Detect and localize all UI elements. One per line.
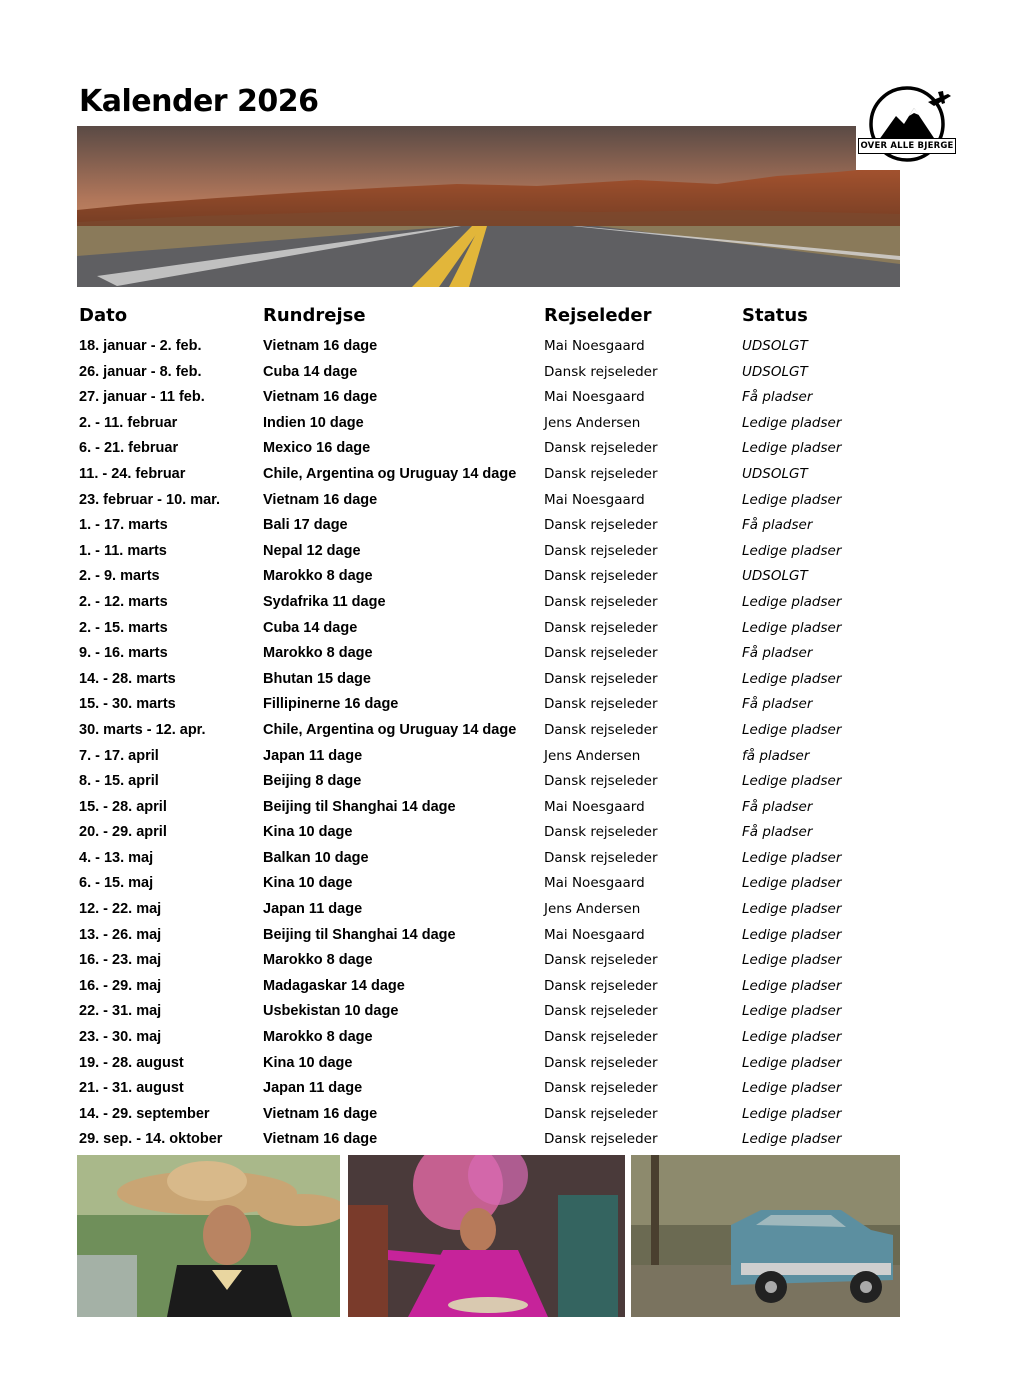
trip-status: få pladser <box>742 747 810 764</box>
trip-date: 8. - 15. april <box>79 773 159 790</box>
table-row <box>0 564 1024 590</box>
trip-status: Få pladser <box>742 389 813 406</box>
trip-date: 9. - 16. marts <box>79 645 168 662</box>
trip-leader: Jens Andersen <box>544 901 641 918</box>
column-header-leader: Rejseleder <box>544 305 652 326</box>
trip-date: 26. januar - 8. feb. <box>79 363 202 380</box>
photo-cuba-car <box>631 1155 900 1317</box>
trip-name: Bali 17 dage <box>263 517 348 534</box>
table-row <box>0 692 1024 718</box>
trip-name: Beijing til Shanghai 14 dage <box>263 798 456 815</box>
table-row <box>0 1102 1024 1128</box>
trip-leader: Dansk rejseleder <box>544 593 658 610</box>
trip-date: 4. - 13. maj <box>79 849 154 866</box>
trip-date: 23. februar - 10. mar. <box>79 491 221 508</box>
trip-leader: Dansk rejseleder <box>544 1003 658 1020</box>
table-row <box>0 820 1024 846</box>
trip-status: Ledige pladser <box>742 1054 842 1071</box>
trip-leader: Dansk rejseleder <box>544 1054 658 1071</box>
trip-date: 1. - 11. marts <box>79 542 167 559</box>
trip-status: Få pladser <box>742 645 813 662</box>
table-row <box>0 667 1024 693</box>
trip-leader: Mai Noesgaard <box>544 875 645 892</box>
trip-status: Ledige pladser <box>742 875 842 892</box>
table-row <box>0 923 1024 949</box>
trip-status: Ledige pladser <box>742 1080 842 1097</box>
table-row <box>0 641 1024 667</box>
trip-leader: Dansk rejseleder <box>544 645 658 662</box>
trip-name: Beijing til Shanghai 14 dage <box>263 926 456 943</box>
table-row <box>0 1127 1024 1153</box>
trip-status: UDSOLGT <box>742 338 808 354</box>
trip-leader: Dansk rejseleder <box>544 1131 658 1148</box>
trip-leader: Mai Noesgaard <box>544 491 645 508</box>
trip-name: Indien 10 dage <box>263 414 364 431</box>
trip-name: Vietnam 16 dage <box>263 1131 378 1148</box>
trip-status: Ledige pladser <box>742 952 842 969</box>
trip-status: UDSOLGT <box>742 465 808 482</box>
trip-name: Cuba 14 dage <box>263 619 358 636</box>
logo-text: OVER ALLE BJERGE <box>858 138 956 154</box>
trip-date: 2. - 15. marts <box>79 619 168 636</box>
trip-name: Kina 10 dage <box>263 824 353 841</box>
trip-name: Cuba 14 dage <box>263 363 358 380</box>
column-header-status: Status <box>742 305 808 326</box>
trip-status: Ledige pladser <box>742 593 842 610</box>
table-row <box>0 1076 1024 1102</box>
trip-name: Beijing 8 dage <box>263 773 362 790</box>
trip-name: Marokko 8 dage <box>263 952 373 969</box>
trip-name: Nepal 12 dage <box>263 542 361 559</box>
trip-leader: Mai Noesgaard <box>544 798 645 815</box>
trip-date: 18. januar - 2. feb. <box>79 338 202 354</box>
trip-date: 15. - 30. marts <box>79 696 176 713</box>
trip-date: 11. - 24. februar <box>79 465 186 482</box>
trip-date: 6. - 21. februar <box>79 440 179 457</box>
trip-leader: Dansk rejseleder <box>544 670 658 687</box>
trip-status: Ledige pladser <box>742 440 842 457</box>
trip-calendar-table <box>0 334 1024 1153</box>
table-row <box>0 744 1024 770</box>
trip-leader: Dansk rejseleder <box>544 517 658 534</box>
trip-name: Kina 10 dage <box>263 875 353 892</box>
trip-status: Ledige pladser <box>742 1105 842 1122</box>
trip-status: Ledige pladser <box>742 491 842 508</box>
trip-date: 2. - 9. marts <box>79 568 160 585</box>
table-row <box>0 769 1024 795</box>
trip-status: Få pladser <box>742 824 813 841</box>
trip-name: Fillipinerne 16 dage <box>263 696 399 713</box>
trip-name: Marokko 8 dage <box>263 568 373 585</box>
trip-date: 30. marts - 12. apr. <box>79 721 206 738</box>
table-row <box>0 488 1024 514</box>
trip-leader: Dansk rejseleder <box>544 1080 658 1097</box>
mountain-plane-icon <box>856 86 958 170</box>
trip-leader: Dansk rejseleder <box>544 696 658 713</box>
table-row <box>0 948 1024 974</box>
trip-status: Ledige pladser <box>742 542 842 559</box>
trip-status: Ledige pladser <box>742 1131 842 1148</box>
page-title: Kalender 2026 <box>79 84 319 119</box>
road-landscape-graphic <box>77 126 900 287</box>
trip-leader: Mai Noesgaard <box>544 338 645 354</box>
trip-leader: Dansk rejseleder <box>544 849 658 866</box>
trip-leader: Mai Noesgaard <box>544 389 645 406</box>
trip-name: Mexico 16 dage <box>263 440 371 457</box>
table-row <box>0 795 1024 821</box>
trip-status: Ledige pladser <box>742 926 842 943</box>
trip-leader: Dansk rejseleder <box>544 721 658 738</box>
trip-status: Ledige pladser <box>742 1029 842 1046</box>
trip-name: Marokko 8 dage <box>263 1029 373 1046</box>
trip-leader: Jens Andersen <box>544 414 641 431</box>
trip-name: Kina 10 dage <box>263 1054 353 1071</box>
trip-leader: Jens Andersen <box>544 747 641 764</box>
column-header-date: Dato <box>79 305 128 326</box>
photo-india-holi <box>348 1155 625 1317</box>
trip-leader: Dansk rejseleder <box>544 542 658 559</box>
trip-date: 27. januar - 11 feb. <box>79 389 205 406</box>
table-row <box>0 513 1024 539</box>
trip-name: Japan 11 dage <box>263 747 363 764</box>
trip-status: Ledige pladser <box>742 619 842 636</box>
trip-date: 14. - 29. september <box>79 1105 210 1122</box>
company-logo <box>856 86 958 170</box>
trip-leader: Dansk rejseleder <box>544 952 658 969</box>
trip-name: Vietnam 16 dage <box>263 1105 378 1122</box>
trip-leader: Dansk rejseleder <box>544 568 658 585</box>
classic-car-graphic <box>631 1155 900 1317</box>
table-row <box>0 411 1024 437</box>
trip-leader: Dansk rejseleder <box>544 619 658 636</box>
trip-status: Ledige pladser <box>742 414 842 431</box>
trip-name: Usbekistan 10 dage <box>263 1003 399 1020</box>
trip-date: 16. - 29. maj <box>79 977 162 994</box>
table-row <box>0 436 1024 462</box>
table-row <box>0 897 1024 923</box>
hero-road-image <box>77 126 900 287</box>
trip-date: 13. - 26. maj <box>79 926 162 943</box>
trip-status: Få pladser <box>742 517 813 534</box>
table-row <box>0 718 1024 744</box>
table-row <box>0 846 1024 872</box>
holi-festival-graphic <box>348 1155 625 1317</box>
trip-name: Vietnam 16 dage <box>263 491 378 508</box>
trip-name: Chile, Argentina og Uruguay 14 dage <box>263 465 517 482</box>
table-row <box>0 616 1024 642</box>
table-row <box>0 1025 1024 1051</box>
trip-name: Marokko 8 dage <box>263 645 373 662</box>
table-row <box>0 539 1024 565</box>
table-row <box>0 462 1024 488</box>
trip-leader: Dansk rejseleder <box>544 363 658 380</box>
trip-leader: Dansk rejseleder <box>544 773 658 790</box>
trip-name: Vietnam 16 dage <box>263 338 378 354</box>
trip-date: 2. - 11. februar <box>79 414 178 431</box>
trip-leader: Dansk rejseleder <box>544 1105 658 1122</box>
trip-date: 14. - 28. marts <box>79 670 176 687</box>
trip-date: 22. - 31. maj <box>79 1003 162 1020</box>
trip-status: Ledige pladser <box>742 721 842 738</box>
column-header-trip: Rundrejse <box>263 305 366 326</box>
trip-date: 20. - 29. april <box>79 824 167 841</box>
trip-date: 15. - 28. april <box>79 798 167 815</box>
trip-date: 2. - 12. marts <box>79 593 168 610</box>
trip-name: Chile, Argentina og Uruguay 14 dage <box>263 721 517 738</box>
table-row <box>0 974 1024 1000</box>
trip-leader: Mai Noesgaard <box>544 926 645 943</box>
trip-date: 19. - 28. august <box>79 1054 184 1071</box>
trip-date: 16. - 23. maj <box>79 952 162 969</box>
trip-leader: Dansk rejseleder <box>544 465 658 482</box>
table-row <box>0 385 1024 411</box>
trip-leader: Dansk rejseleder <box>544 440 658 457</box>
table-row <box>0 334 1024 360</box>
trip-leader: Dansk rejseleder <box>544 824 658 841</box>
trip-date: 23. - 30. maj <box>79 1029 162 1046</box>
trip-status: Ledige pladser <box>742 901 842 918</box>
trip-leader: Dansk rejseleder <box>544 1029 658 1046</box>
trip-name: Vietnam 16 dage <box>263 389 378 406</box>
trip-date: 29. sep. - 14. oktober <box>79 1131 223 1148</box>
table-row <box>0 590 1024 616</box>
trip-date: 12. - 22. maj <box>79 901 162 918</box>
mariachi-graphic <box>77 1155 340 1317</box>
trip-name: Balkan 10 dage <box>263 849 369 866</box>
trip-name: Japan 11 dage <box>263 1080 363 1097</box>
trip-status: UDSOLGT <box>742 363 808 380</box>
trip-leader: Dansk rejseleder <box>544 977 658 994</box>
trip-date: 21. - 31. august <box>79 1080 184 1097</box>
trip-status: Få pladser <box>742 696 813 713</box>
trip-date: 7. - 17. april <box>79 747 159 764</box>
table-row <box>0 1051 1024 1077</box>
trip-status: Ledige pladser <box>742 1003 842 1020</box>
trip-name: Bhutan 15 dage <box>263 670 371 687</box>
trip-date: 6. - 15. maj <box>79 875 154 892</box>
table-row <box>0 360 1024 386</box>
trip-date: 1. - 17. marts <box>79 517 168 534</box>
trip-status: Ledige pladser <box>742 670 842 687</box>
table-row <box>0 999 1024 1025</box>
photo-mexico-mariachi <box>77 1155 340 1317</box>
trip-name: Japan 11 dage <box>263 901 363 918</box>
trip-status: Få pladser <box>742 798 813 815</box>
trip-status: Ledige pladser <box>742 977 842 994</box>
trip-name: Sydafrika 11 dage <box>263 593 386 610</box>
trip-status: Ledige pladser <box>742 773 842 790</box>
table-row <box>0 871 1024 897</box>
trip-name: Madagaskar 14 dage <box>263 977 405 994</box>
trip-status: Ledige pladser <box>742 849 842 866</box>
trip-status: UDSOLGT <box>742 568 808 585</box>
